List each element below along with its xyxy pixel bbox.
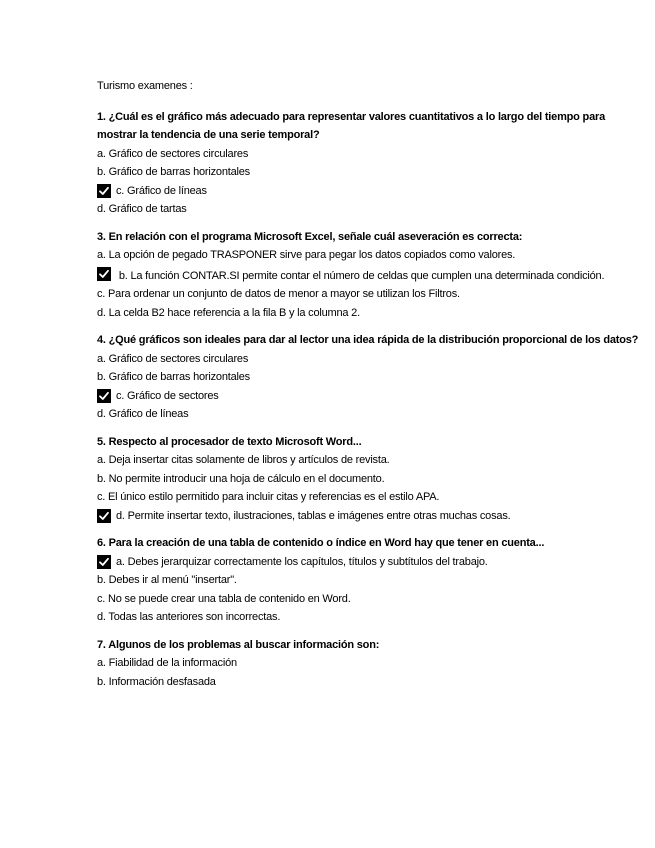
question-4-text: 4. ¿Qué gráficos son ideales para dar al lector una idea rápida de la distribución proporcional de los datos? <box>97 334 639 346</box>
checkmark-icon <box>97 389 111 403</box>
checkmark-icon <box>97 555 111 569</box>
question-6-option-a <box>97 553 642 572</box>
checkmark-icon <box>97 267 111 281</box>
question-4 <box>97 331 642 424</box>
question-5-option-b: b. No permite introducir una hoja de cálculo en el documento. <box>97 472 385 485</box>
question-1-text: 1. ¿Cuál es el gráfico más adecuado para representar valores cuantitativos a lo largo del tiempo para mostrar la tendencia de una serie temporal? <box>97 110 605 141</box>
question-6-option-b: b. Debes ir al menú "insertar". <box>97 574 237 586</box>
question-4-option-c <box>97 387 642 406</box>
question-1-option-c <box>97 182 642 201</box>
checkmark-icon <box>97 184 111 198</box>
question-6-option-a-text: a. Debes jerarquizar correctamente los capítulos, títulos y subtítulos del trabajo. <box>116 555 488 568</box>
question-5 <box>97 433 642 526</box>
question-3-option-a: a. La opción de pegado TRASPONER sirve para pegar los datos copiados como valores. <box>97 249 516 261</box>
question-4-option-c-text: c. Gráfico de sectores <box>116 389 219 402</box>
question-3-option-d: d. La celda B2 hace referencia a la fila B y la columna 2. <box>97 306 360 319</box>
checkmark-icon <box>97 509 111 523</box>
document-body <box>97 77 642 700</box>
question-1-option-a: a. Gráfico de sectores circulares <box>97 147 249 160</box>
question-5-text: 5. Respecto al procesador de texto Microsoft Word... <box>97 435 362 448</box>
question-7-option-b: b. Información desfasada <box>97 675 216 688</box>
question-7-text: 7. Algunos de los problemas al buscar información son: <box>97 638 380 651</box>
question-4-option-a: a. Gráfico de sectores circulares <box>97 352 249 365</box>
question-5-option-c: c. El único estilo permitido para incluir citas y referencias es el estilo APA. <box>97 491 440 503</box>
question-3-text: 3. En relación con el programa Microsoft Excel, señale cuál aseveración es correcta: <box>97 230 523 243</box>
question-7 <box>97 636 642 692</box>
question-7-option-a: a. Fiabilidad de la información <box>97 657 237 669</box>
question-3 <box>97 228 642 323</box>
question-6-option-d: d. Todas las anteriores son incorrectas. <box>97 611 281 623</box>
question-1-option-d: d. Gráfico de tartas <box>97 203 187 215</box>
question-4-option-d: d. Gráfico de líneas <box>97 408 189 420</box>
question-1-option-b: b. Gráfico de barras horizontales <box>97 166 250 178</box>
question-3-option-c: c. Para ordenar un conjunto de datos de menor a mayor se utilizan los Filtros. <box>97 288 460 300</box>
question-3-option-b-text: b. La función CONTAR.SI permite contar el número de celdas que cumplen una determinada condición. <box>118 269 605 282</box>
question-4-option-b: b. Gráfico de barras horizontales <box>97 371 250 383</box>
question-6 <box>97 534 642 627</box>
question-5-option-d <box>97 507 642 526</box>
document-heading: Turismo examenes : <box>97 80 193 92</box>
question-6-option-c: c. No se puede crear una tabla de contenido en Word. <box>97 592 351 605</box>
question-1-option-c-text: c. Gráfico de líneas <box>116 184 207 197</box>
question-6-text: 6. Para la creación de una tabla de contenido o índice en Word hay que tener en cuenta... <box>97 537 545 549</box>
question-3-option-b <box>97 265 642 286</box>
question-1 <box>97 108 642 219</box>
question-5-option-a: a. Deja insertar citas solamente de libros y artículos de revista. <box>97 454 390 466</box>
question-5-option-d-text: d. Permite insertar texto, ilustraciones, tablas e imágenes entre otras muchas cosas. <box>116 509 511 522</box>
